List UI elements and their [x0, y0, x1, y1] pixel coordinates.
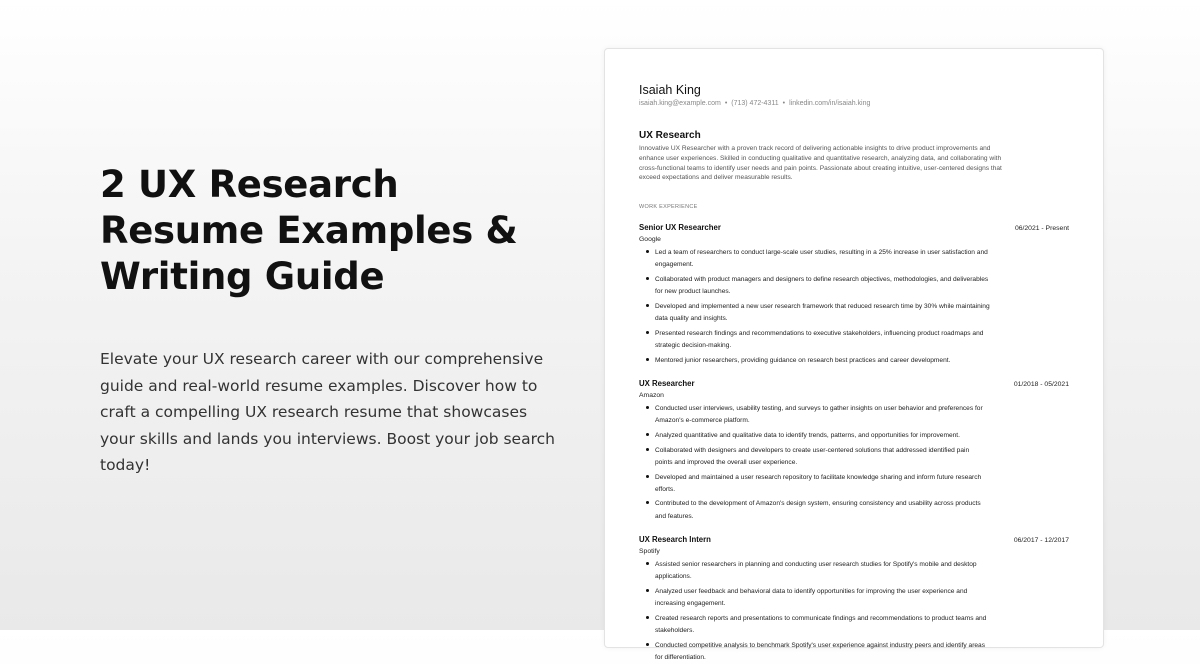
bullet-line: Collaborated with product managers and designers to define research objectives, methodologies, and deliverables	[655, 276, 989, 284]
bullet-item	[639, 430, 1069, 442]
bullet-item	[639, 559, 1069, 583]
bullet-item	[639, 247, 1069, 271]
bullet-item	[639, 301, 1069, 325]
job-dates: 06/2017 - 12/2017	[1013, 536, 1069, 544]
bullet-line: for differentiation.	[655, 653, 706, 661]
job-title: UX Research Intern	[639, 534, 711, 544]
bullet-line: and features.	[655, 512, 694, 520]
job-company: Spotify	[639, 547, 660, 555]
bullet-item	[639, 472, 1069, 496]
bullet-line: Conducted user interviews, usability testing, and surveys to gather insights on user behavior and preferences for	[655, 405, 983, 413]
bullet-item	[639, 640, 1069, 664]
bullet-item	[639, 403, 1069, 427]
headline-line: Writing Guide	[100, 255, 385, 298]
job-entry	[639, 535, 1069, 664]
resume-linkedin: linkedin.com/in/isaiah.king	[789, 100, 871, 107]
summary-line: Innovative UX Researcher with a proven track record of delivering actionable insights to drive product improvements and	[639, 145, 991, 152]
bullet-line: Analyzed user feedback and behavioral data to identify opportunities for improving the user experience and	[655, 587, 968, 595]
bullet-line: Amazon's e-commerce platform.	[655, 417, 750, 425]
bullet-line: Contributed to the development of Amazon's design system, ensuring consistency and usability across products	[655, 500, 981, 508]
bullet-line: Conducted competitive analysis to benchmark Spotify's user experience against industry peers and identify areas	[655, 641, 986, 649]
job-bullets	[639, 247, 1069, 367]
bullet-line: Collaborated with designers and developers to create user-centered solutions that addressed identified pain	[655, 446, 970, 454]
bullet-line: Assisted senior researchers in planning and conducting user research studies for Spotify's mobile and desktop	[655, 560, 977, 568]
bullet-line: Analyzed quantitative and qualitative data to identify trends, patterns, and opportunities for improvement.	[655, 431, 960, 439]
resume-phone: (713) 472-4311	[731, 100, 779, 107]
bullet-line: data quality and insights.	[655, 315, 728, 323]
job-header	[639, 223, 1069, 234]
bullet-line: applications.	[655, 573, 692, 581]
bullet-line: stakeholders.	[655, 626, 695, 634]
page-title	[100, 162, 560, 300]
headline-line: Resume Examples &	[100, 209, 518, 252]
summary-title: UX Research	[639, 130, 701, 141]
job-dates: 01/2018 - 05/2021	[1013, 381, 1069, 389]
bullet-line: for new product launches.	[655, 288, 731, 296]
experience-heading: WORK EXPERIENCE	[639, 204, 698, 211]
job-entry	[639, 379, 1069, 523]
bullet-item	[639, 355, 1069, 367]
job-title: Senior UX Researcher	[639, 223, 721, 233]
bullet-line: efforts.	[655, 485, 676, 493]
bullet-line: Developed and maintained a user research repository to facilitate knowledge sharing and inform future research	[655, 473, 982, 481]
job-header	[639, 535, 1069, 546]
bullet-line: engagement.	[655, 261, 694, 269]
resume-contact: isaiah.king@example.com • (713) 472-4311 • linkedin.com/in/isaiah.king	[639, 100, 871, 107]
bullet-line: Presented research findings and recommendations to executive stakeholders, influencing product roadmaps and	[655, 329, 984, 337]
job-title: UX Researcher	[639, 379, 695, 389]
hero	[100, 162, 560, 479]
bullet-line: strategic decision-making.	[655, 342, 732, 350]
summary-line: cross-functional teams to identify user needs and pain points. Passionate about creating intuitive, user-centered designs that	[639, 164, 1002, 172]
resume-name: Isaiah King	[639, 83, 701, 97]
hero-description	[100, 346, 555, 479]
bullet-item	[639, 498, 1069, 522]
experience-list	[639, 223, 1069, 664]
bullet-item	[639, 613, 1069, 637]
lede-line: Elevate your UX research career with our comprehensive	[100, 350, 544, 368]
headline-line: 2 UX Research	[100, 163, 399, 206]
bullet-line: Led a team of researchers to conduct large-scale user studies, resulting in a 25% increase in user satisfaction and	[655, 249, 988, 257]
job-company: Google	[639, 236, 661, 244]
job-dates: 06/2021 - Present	[1014, 225, 1069, 233]
bullet-item	[639, 274, 1069, 298]
bullet-line: Developed and implemented a new user research framework that reduced research time by 30% while maintaining	[655, 303, 990, 310]
job-company: Amazon	[639, 392, 664, 400]
bullet-line: Created research reports and presentations to communicate findings and recommendations to product teams and	[655, 614, 987, 622]
lede-line: today!	[100, 456, 151, 475]
summary-line: exceed expectations and deliver measurable results.	[639, 174, 793, 182]
bullet-line: Mentored junior researchers, providing guidance on research best practices and career development.	[655, 356, 951, 364]
bullet-item	[639, 445, 1069, 469]
lede-line: craft a compelling UX research resume that showcases	[100, 403, 528, 422]
job-entry	[639, 223, 1069, 367]
resume-preview	[604, 48, 1104, 661]
job-header	[639, 379, 1069, 390]
summary-text	[639, 144, 1069, 183]
job-bullets	[639, 559, 1069, 664]
bullet-line: increasing engagement.	[655, 599, 726, 607]
lede-line: your skills and lands you interviews. Boost your job search	[100, 429, 555, 448]
resume-email: isaiah.king@example.com	[639, 100, 721, 107]
job-bullets	[639, 403, 1069, 523]
lede-line: guide and real-world resume examples. Discover how to	[100, 376, 538, 395]
bullet-line: points and improved the overall user experience.	[655, 458, 798, 466]
bullet-item	[639, 328, 1069, 352]
bullet-item	[639, 586, 1069, 610]
summary-line: enhance user experiences. Skilled in conducting qualitative and quantitative research, analyzing data, and collaborating with	[639, 154, 1002, 162]
